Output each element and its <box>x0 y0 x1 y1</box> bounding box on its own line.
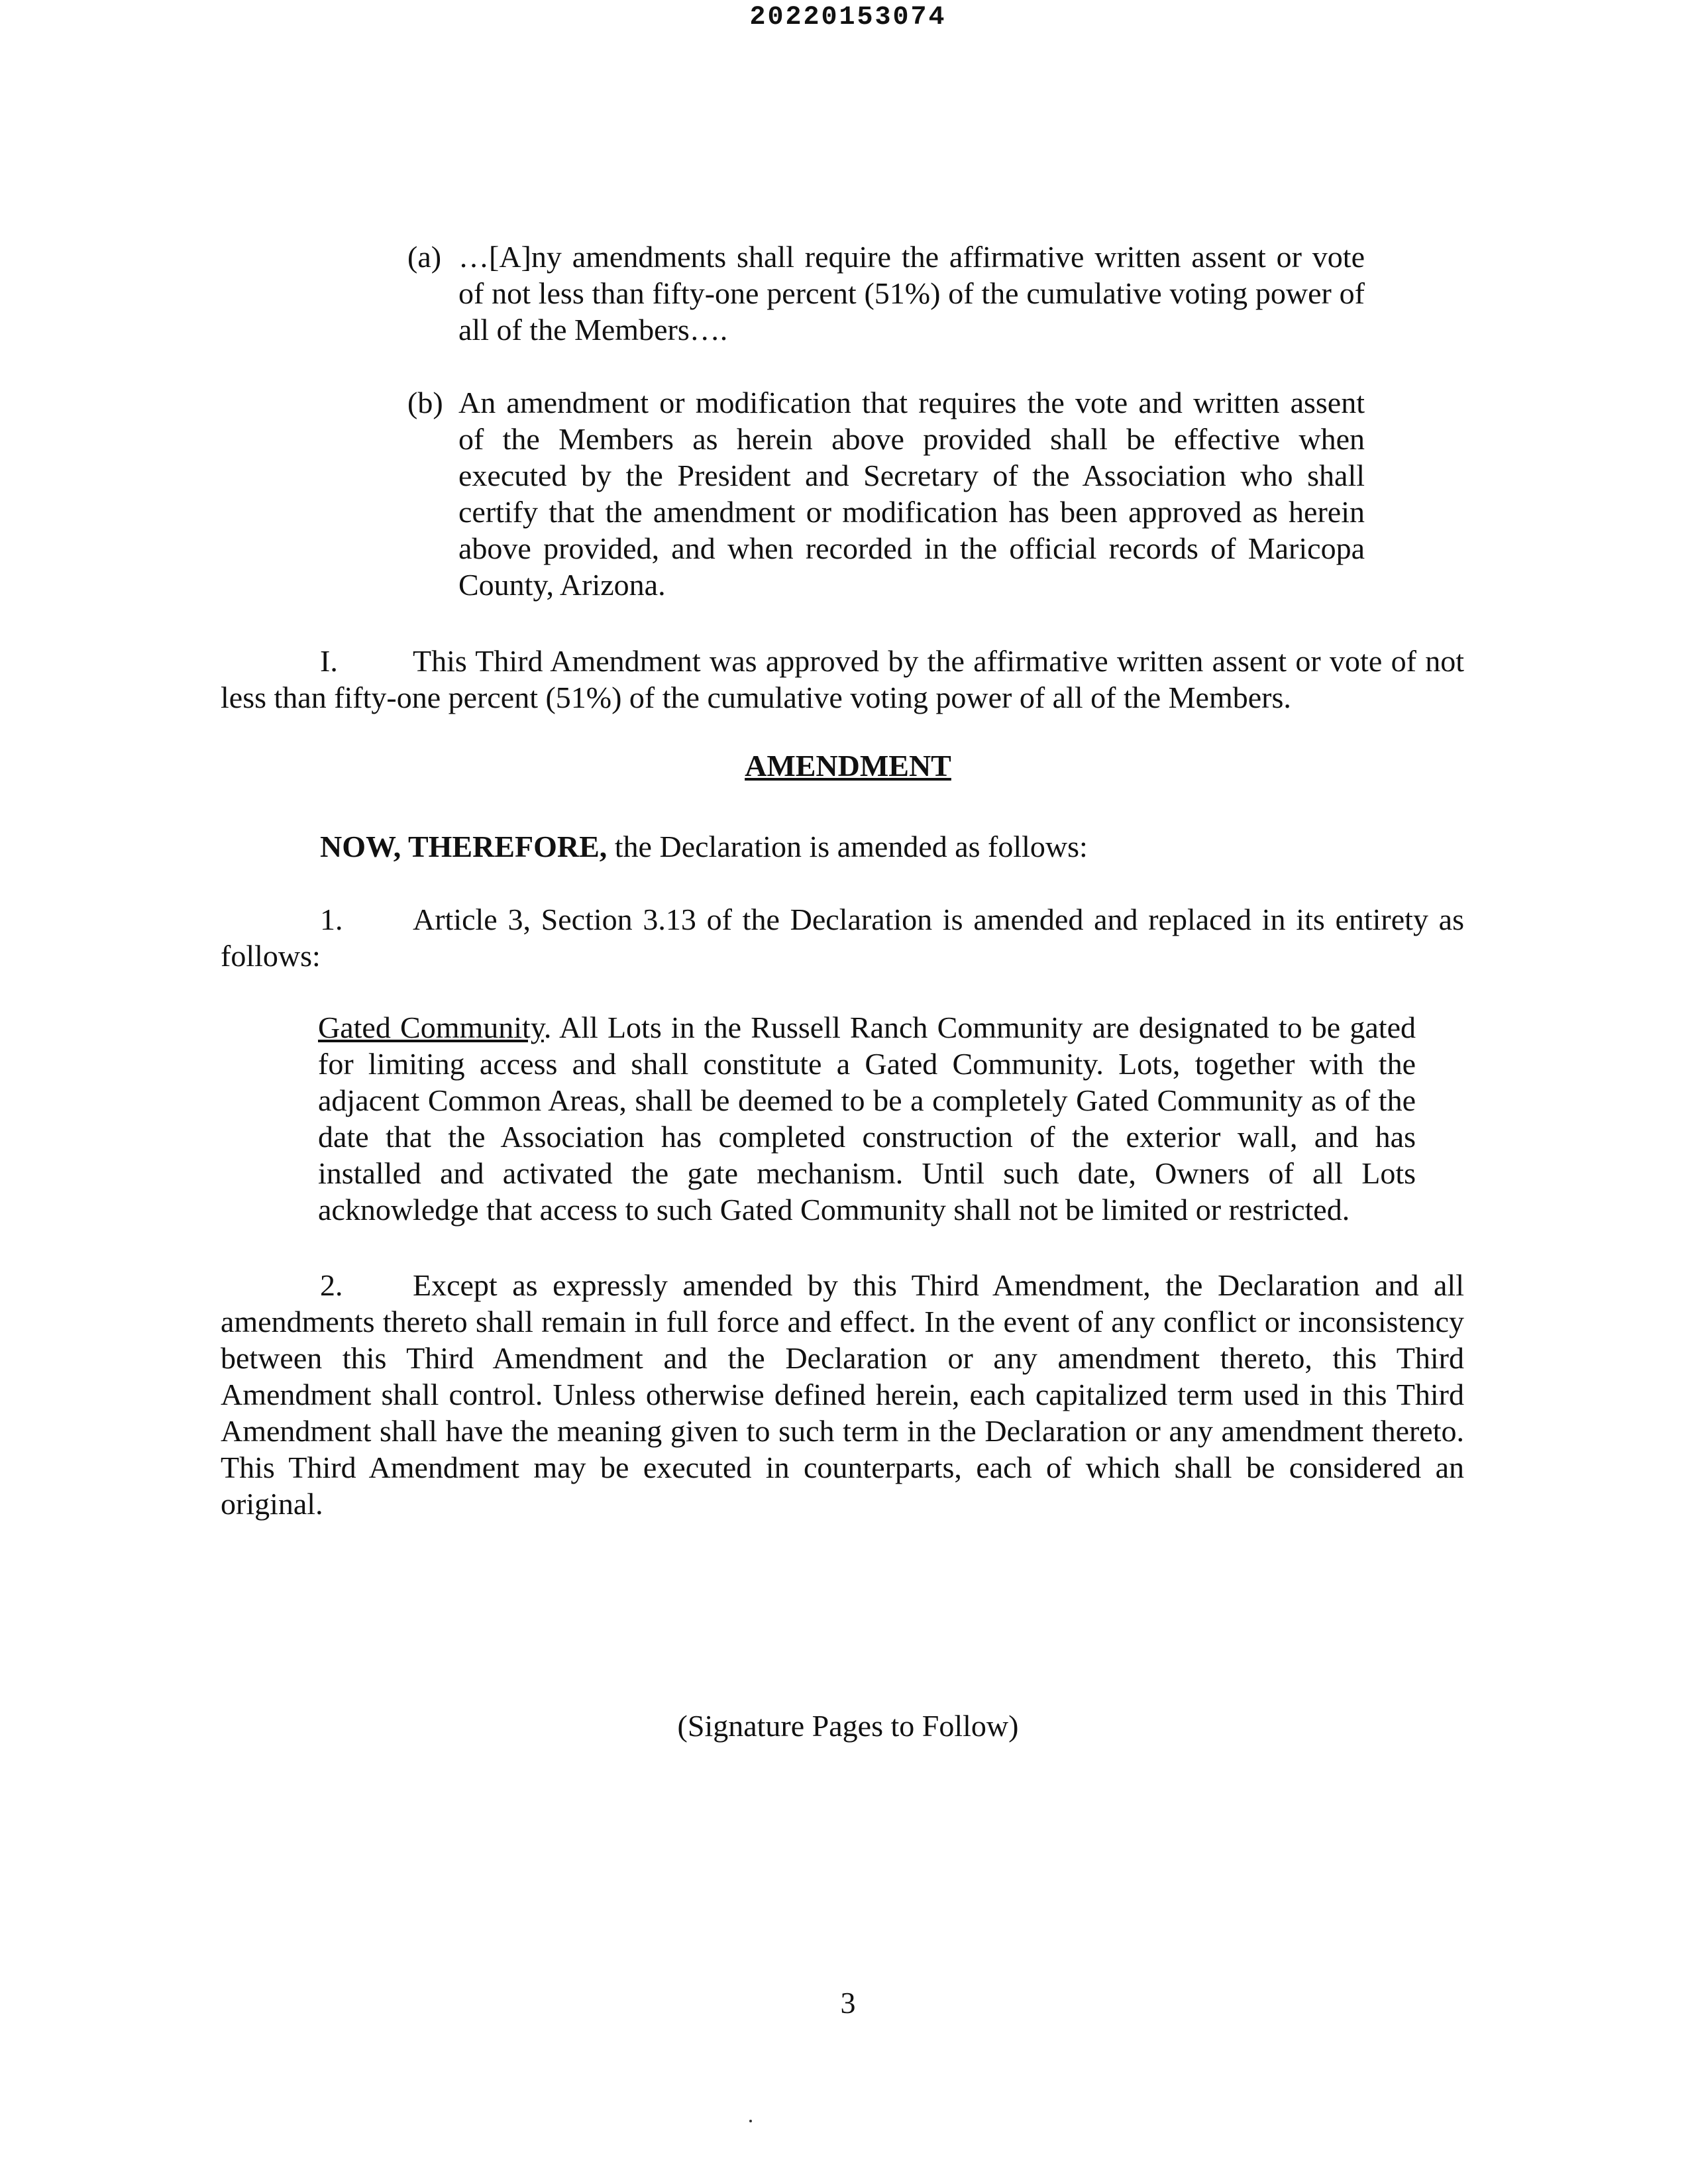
page-number: 3 <box>840 1986 856 2020</box>
section-text: Except as expressly amended by this Third Amendment, the Declaration and all amendments thereto shall remain in full force and effect. In the event of any conflict or inconsistency between this Third Amendment and the Declaration or any amendment thereto, this Third Amendment shall control. Unless otherwise defined herein, each capitalized term used in this Third Amendment shall have the meaning given to such term in the Declaration or any amendment thereto. This Third Amendment may be executed in counterparts, each of which shall be considered an original. <box>221 1268 1464 1521</box>
quoted-item-marker: (a) <box>407 240 442 274</box>
gated-community-text: . All Lots in the Russell Ranch Community are designated to be gated for limiting access and shall constitute a Gated Community. Lots, together with the adjacent Common Areas, shall be deemed to be a completely Gated Community as of the date that the Association has completed construction of the exterior wall, and has installed and activated the gate mechanism. Until such date, Owners of all Lots acknowledge that access to such Gated Community shall not be limited or restricted. <box>318 1010 1416 1227</box>
section-1 <box>221 901 1464 974</box>
amendment-heading: AMENDMENT <box>745 749 951 783</box>
section-text: Article 3, Section 3.13 of the Declaration is amended and replaced in its entirety as follows: <box>221 902 1464 973</box>
quoted-item-a <box>407 239 1365 348</box>
quoted-item-text: …[A]ny amendments shall require the affirmative written assent or vote of not less than fifty-one percent (51%) of the cumulative voting power of all of the Members…. <box>458 240 1365 347</box>
recording-number: 20220153074 <box>749 3 947 32</box>
scan-speck <box>749 2120 752 2122</box>
now-therefore-bold: NOW, THEREFORE, <box>320 830 608 863</box>
gated-community-title: Gated Community <box>318 1010 544 1044</box>
quoted-item-b <box>407 384 1365 603</box>
now-therefore-rest: the Declaration is amended as follows: <box>607 830 1088 863</box>
gated-community-provision <box>318 1009 1416 1228</box>
section-number: 1. <box>320 902 343 936</box>
recital-number: I. <box>320 644 338 678</box>
section-2 <box>221 1267 1464 1522</box>
now-therefore-clause <box>320 828 1088 865</box>
signature-note: (Signature Pages to Follow) <box>677 1709 1019 1743</box>
recital-i <box>221 643 1464 716</box>
section-number: 2. <box>320 1268 343 1302</box>
quoted-item-text: An amendment or modification that requires the vote and written assent of the Members as herein above provided shall be effective when executed by the President and Secretary of the Association who shall certify that the amendment or modification has been approved as herein above provided, and when recorded in the official records of Maricopa County, Arizona. <box>458 386 1365 602</box>
quoted-item-marker: (b) <box>407 386 443 419</box>
recital-text: This Third Amendment was approved by the affirmative written assent or vote of not less than fifty-one percent (51%) of the cumulative voting power of all of the Members. <box>221 644 1464 714</box>
